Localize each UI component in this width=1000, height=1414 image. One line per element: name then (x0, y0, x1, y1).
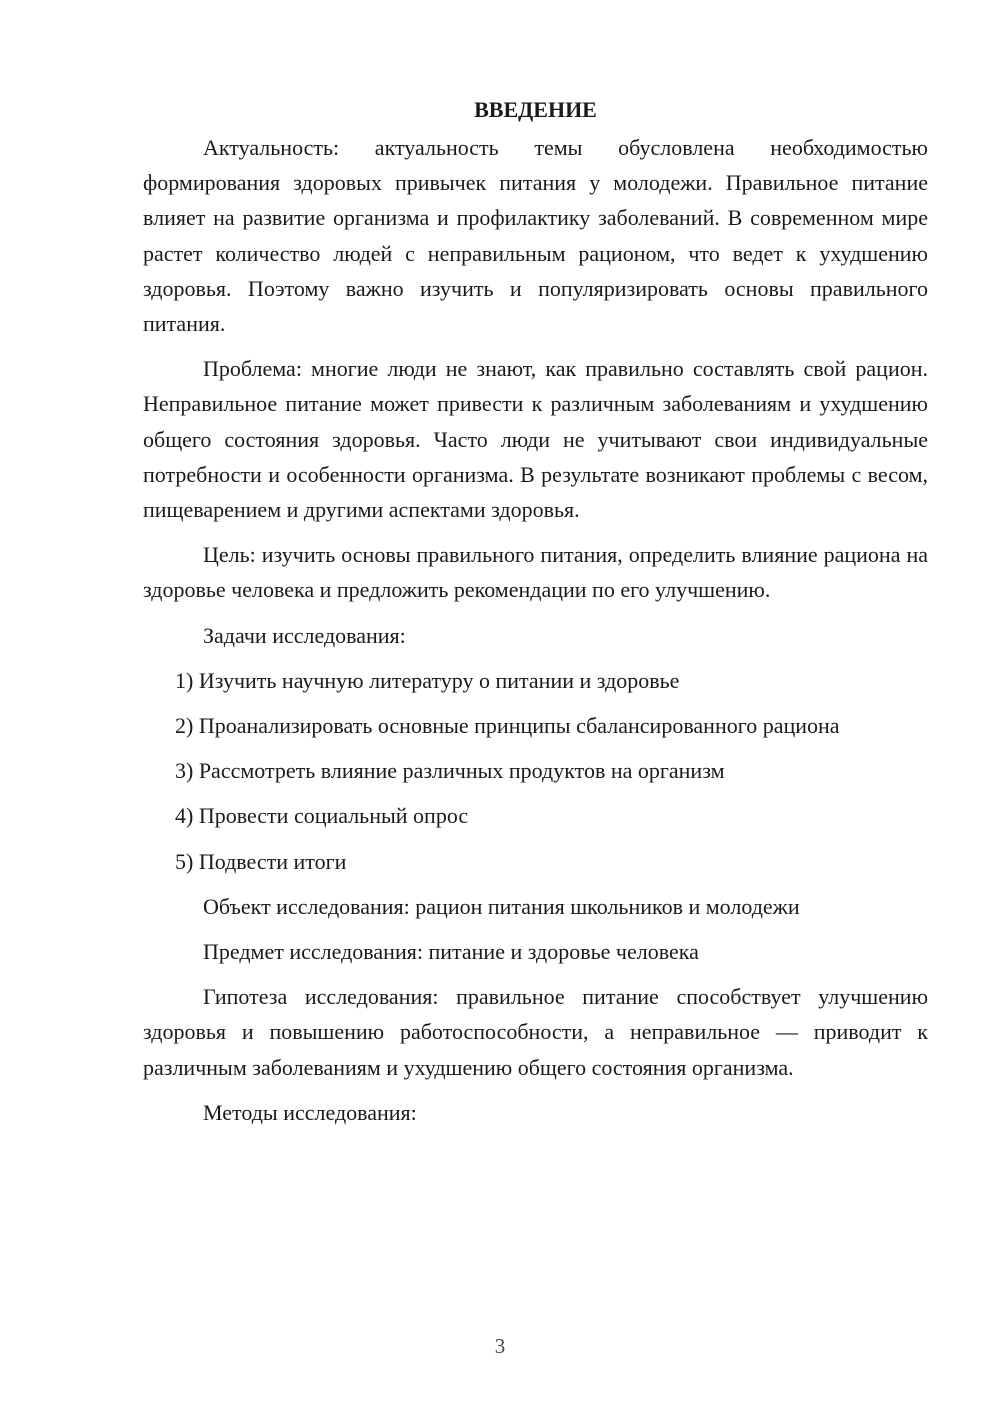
hypothesis-paragraph: Гипотеза исследования: правильное питание способствует улучшению здоровья и повышению работоспособности, а неправильное — приводит к различным заболеваниям и ухудшению общего состояния организма. (143, 984, 928, 1080)
methods-heading: Методы исследования: (203, 1099, 417, 1125)
relevance-paragraph: Актуальность: актуальность темы обусловлена необходимостью формирования здоровых привычек питания у молодежи. Правильное питание влияет на развитие организма и профилактику заболеваний. В современном мире растет количество людей с неправильным рационом, что ведет к ухудшению здоровья. Поэтому важно изучить и популяризировать основы правильного питания. (143, 135, 928, 337)
task-item-4: 4) Провести социальный опрос (175, 803, 469, 829)
task-item-3: 3) Рассмотреть влияние различных продуктов на организм (175, 758, 725, 784)
document-body (143, 92, 928, 1140)
page-number: 3 (494, 1334, 506, 1358)
tasks-heading: Задачи исследования: (203, 622, 406, 648)
task-item-2: 2) Проанализировать основные принципы сбалансированного рациона (175, 713, 840, 739)
problem-paragraph: Проблема: многие люди не знают, как правильно составлять свой рацион. Неправильное питание может привести к различным заболеваниям и ухудшению общего состояния здоровья. Часто люди не учитывают свои индивидуальные потребности и особенности организма. В результате возникают проблемы с весом, пищеварением и другими аспектами здоровья. (143, 356, 928, 523)
object-paragraph: Объект исследования: рацион питания школьников и молодежи (203, 893, 800, 919)
task-item-1: 1) Изучить научную литературу о питании и здоровье (175, 667, 680, 693)
task-item-5: 5) Подвести итоги (175, 848, 347, 874)
subject-paragraph: Предмет исследования: питание и здоровье человека (203, 939, 699, 965)
goal-paragraph: Цель: изучить основы правильного питания, определить влияние рациона на здоровье человека и предложить рекомендации по его улучшению. (143, 542, 928, 603)
section-title: ВВЕДЕНИЕ (474, 97, 597, 122)
